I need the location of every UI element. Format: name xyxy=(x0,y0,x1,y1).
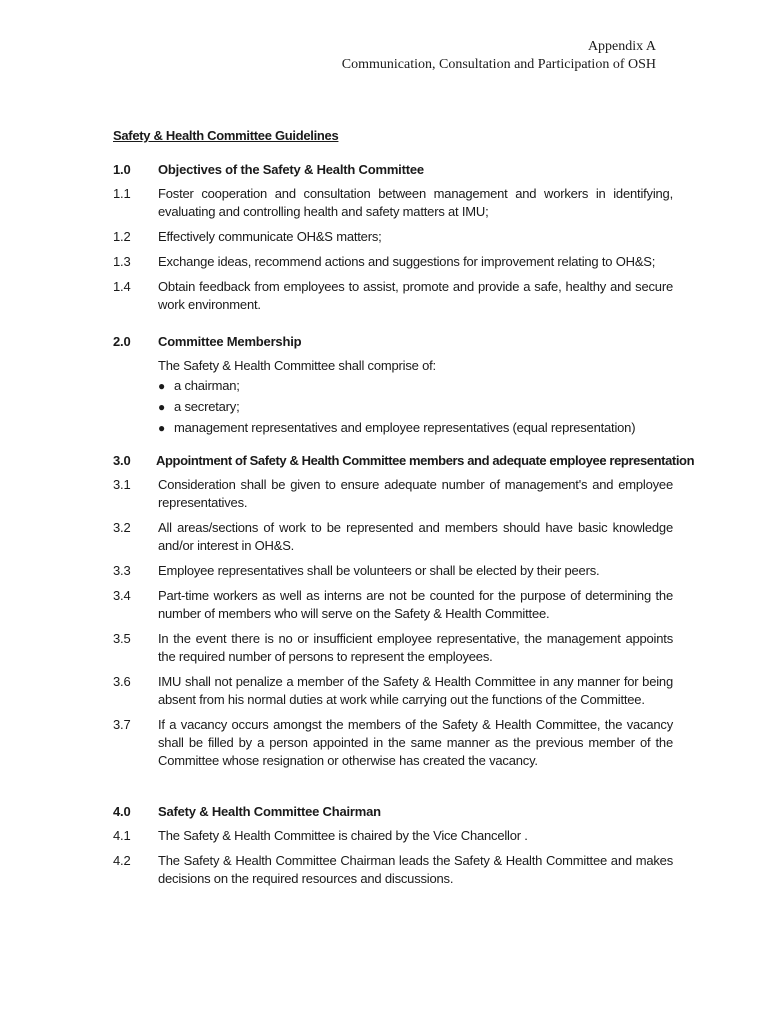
item-number: 1.1 xyxy=(113,186,131,201)
list-item xyxy=(113,476,673,512)
item-number: 3.2 xyxy=(113,520,131,535)
bullet-list xyxy=(158,377,673,437)
item-number: 1.4 xyxy=(113,279,131,294)
list-item xyxy=(113,673,673,709)
item-text: The Safety & Health Committee Chairman leads the Safety & Health Committee and makes decisions on the required resources and discussions. xyxy=(158,853,673,886)
bullet-icon: ● xyxy=(158,421,166,435)
item-number: 4.2 xyxy=(113,853,131,868)
section-heading xyxy=(113,333,673,351)
section-title: Appointment of Safety & Health Committee members and adequate employee representation xyxy=(156,453,695,468)
item-number: 3.4 xyxy=(113,588,131,603)
appendix-label: Appendix A xyxy=(587,39,656,54)
list-item xyxy=(113,827,673,845)
item-text: Foster cooperation and consultation between management and workers in identifying, evaluating and controlling health and safety matters at IMU; xyxy=(158,186,673,219)
item-number: 4.1 xyxy=(113,828,131,843)
bullet-text: a chairman; xyxy=(174,378,240,393)
list-item xyxy=(113,562,673,580)
item-text: All areas/sections of work to be represented and members should have basic knowledge and/or interest in OH&S. xyxy=(158,520,673,553)
item-number: 1.2 xyxy=(113,229,131,244)
section-number: 2.0 xyxy=(113,334,131,349)
section-number: 1.0 xyxy=(113,162,131,177)
list-item xyxy=(113,716,673,770)
item-number: 3.7 xyxy=(113,717,131,732)
section-chairman xyxy=(113,803,673,888)
list-item xyxy=(113,587,673,623)
list-item xyxy=(113,630,673,666)
section-number: 3.0 xyxy=(113,453,131,468)
item-number: 3.5 xyxy=(113,631,131,646)
bullet-text: management representatives and employee representatives (equal representation) xyxy=(174,420,636,435)
bullet-icon: ● xyxy=(158,379,166,393)
list-item xyxy=(113,519,673,555)
section-title: Committee Membership xyxy=(158,334,302,349)
section-title: Safety & Health Committee Chairman xyxy=(158,804,381,819)
section-appointment xyxy=(113,452,695,770)
page-header xyxy=(342,38,656,74)
document-title: Safety & Health Committee Guidelines xyxy=(113,128,339,143)
list-item xyxy=(113,278,673,314)
item-text: IMU shall not penalize a member of the Safety & Health Committee in any manner for being absent from his normal duties at work while carrying out the functions of the Committee. xyxy=(158,674,673,707)
item-text: Obtain feedback from employees to assist, promote and provide a safe, healthy and secure work environment. xyxy=(158,279,673,312)
item-text: Consideration shall be given to ensure adequate number of management's and employee representatives. xyxy=(158,477,673,510)
bullet-text: a secretary; xyxy=(174,399,240,414)
item-text: The Safety & Health Committee is chaired by the Vice Chancellor . xyxy=(158,828,528,843)
item-number: 1.3 xyxy=(113,254,131,269)
bullet-item xyxy=(158,398,673,416)
item-number: 3.3 xyxy=(113,563,131,578)
appendix-subtitle: Communication, Consultation and Participation of OSH xyxy=(341,57,656,72)
list-item xyxy=(113,253,673,271)
item-text: Employee representatives shall be volunteers or shall be elected by their peers. xyxy=(158,563,600,578)
section-objectives xyxy=(113,161,673,314)
item-text: Exchange ideas, recommend actions and suggestions for improvement relating to OH&S; xyxy=(158,254,656,269)
section-heading xyxy=(113,452,695,470)
section-membership xyxy=(113,333,673,437)
list-item xyxy=(113,852,673,888)
section-intro: The Safety & Health Committee shall comprise of: xyxy=(158,358,436,373)
bullet-icon: ● xyxy=(158,400,166,414)
bullet-item xyxy=(158,419,673,437)
section-heading xyxy=(113,803,673,821)
item-text: Part-time workers as well as interns are not be counted for the purpose of determining the number of members who will serve on the Safety & Health Committee. xyxy=(158,588,673,621)
bullet-item xyxy=(158,377,673,395)
list-item xyxy=(113,228,673,246)
document-body xyxy=(113,161,695,895)
item-text: Effectively communicate OH&S matters; xyxy=(158,229,382,244)
section-heading xyxy=(113,161,673,179)
section-title: Objectives of the Safety & Health Committee xyxy=(158,162,424,177)
item-text: If a vacancy occurs amongst the members of the Safety & Health Committee, the vacancy shall be filled by a person appointed in the same manner as the previous member of the Committee whose resignation or otherwise has created the vacancy. xyxy=(158,717,673,768)
item-number: 3.1 xyxy=(113,477,131,492)
list-item xyxy=(113,185,673,221)
item-text: In the event there is no or insufficient employee representative, the management appoints the required number of persons to represent the employees. xyxy=(158,631,673,664)
item-number: 3.6 xyxy=(113,674,131,689)
section-number: 4.0 xyxy=(113,804,131,819)
